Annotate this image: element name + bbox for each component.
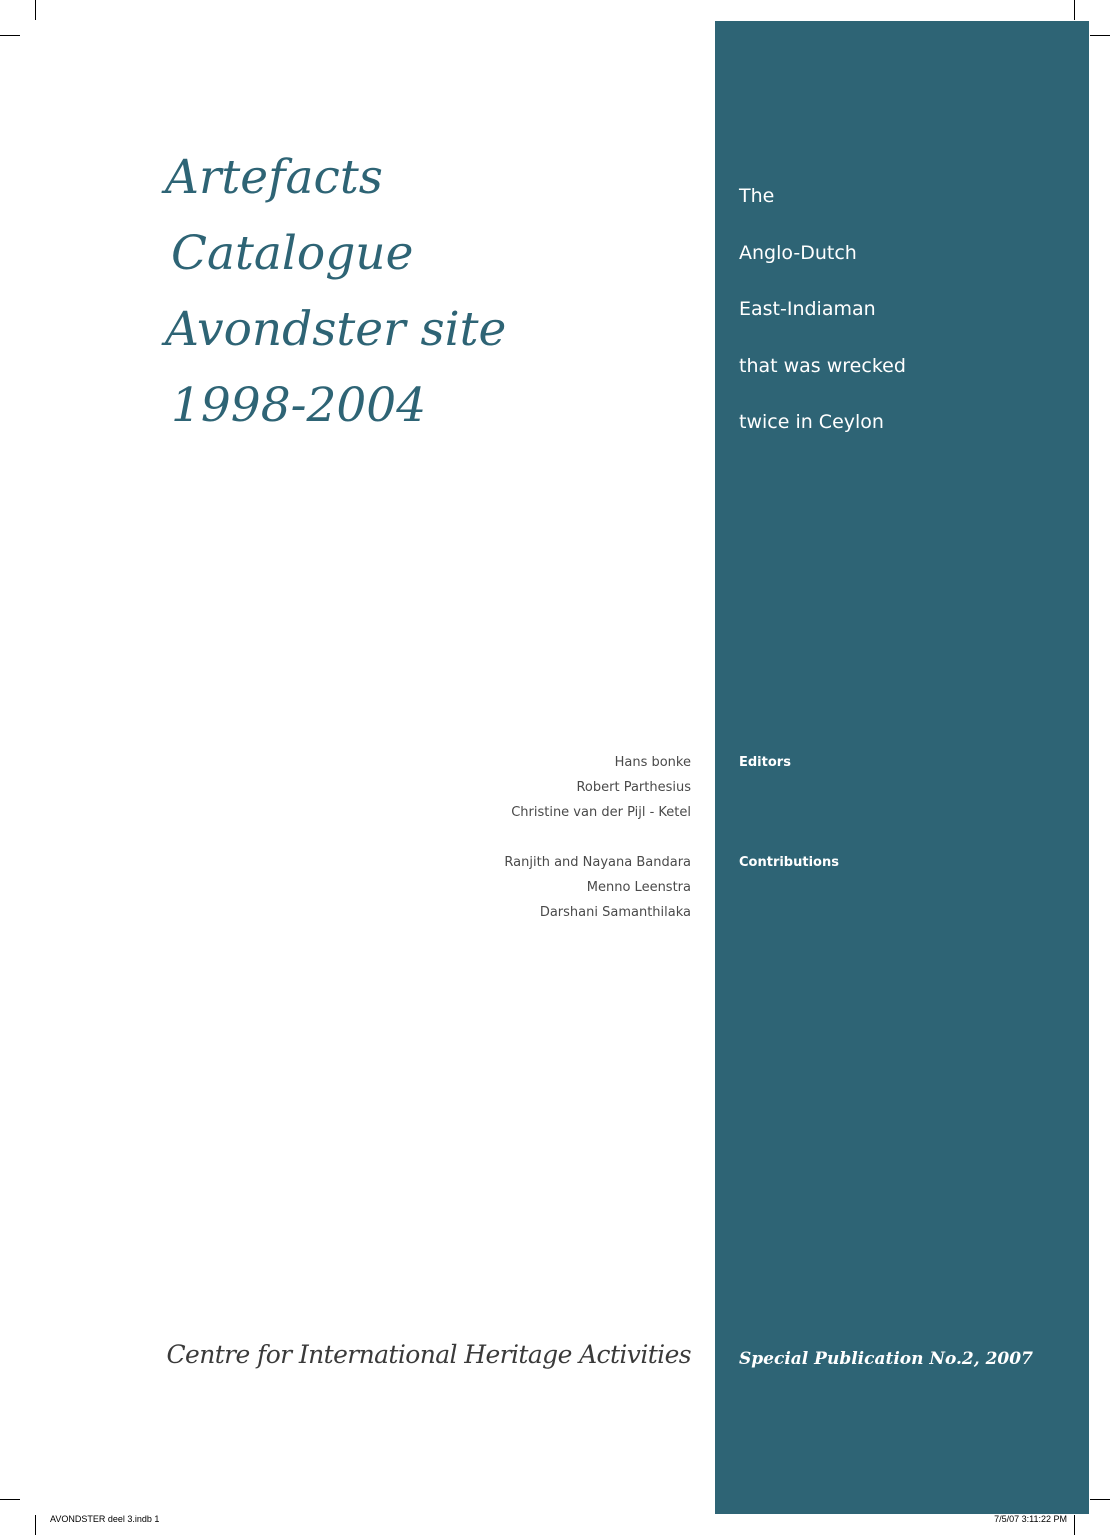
editors-label: Editors [739, 755, 791, 770]
title-line: Catalogue [171, 226, 414, 281]
subtitle-line: twice in Ceylon [739, 411, 884, 433]
contributions-label: Contributions [739, 855, 839, 870]
crop-mark [0, 1499, 20, 1500]
title-line: 1998-2004 [171, 378, 427, 433]
slug-timestamp: 7/5/07 3:11:22 PM [994, 1514, 1067, 1524]
crop-mark [1074, 1515, 1075, 1535]
editor-name: Christine van der Pijl - Ketel [511, 805, 691, 820]
crop-mark [1090, 35, 1110, 36]
crop-mark [1074, 0, 1075, 20]
editor-name: Hans bonke [614, 755, 691, 770]
subtitle-line: The [739, 185, 775, 207]
series-label: Special Publication No.2, 2007 [739, 1349, 1033, 1369]
slug-filename: AVONDSTER deel 3.indb 1 [50, 1514, 160, 1524]
editors-list [511, 750, 691, 825]
crop-mark [0, 35, 20, 36]
cover-title [165, 140, 506, 444]
crop-mark [1090, 1499, 1110, 1500]
title-line: Avondster site [165, 302, 507, 357]
subtitle-line: East-Indiaman [739, 298, 876, 320]
crop-mark [35, 0, 36, 20]
title-line: Artefacts [165, 150, 383, 205]
contributors-list [504, 850, 691, 925]
cover-subtitle [739, 168, 906, 451]
editor-name: Robert Parthesius [576, 780, 691, 795]
contributor-name: Ranjith and Nayana Bandara [504, 855, 691, 870]
subtitle-line: Anglo-Dutch [739, 241, 857, 264]
crop-mark [35, 1515, 36, 1535]
publisher-name: Centre for International Heritage Activities [166, 1340, 691, 1369]
subtitle-line: that was wrecked [739, 354, 906, 377]
contributor-name: Darshani Samanthilaka [539, 905, 691, 920]
contributor-name: Menno Leenstra [586, 880, 691, 895]
